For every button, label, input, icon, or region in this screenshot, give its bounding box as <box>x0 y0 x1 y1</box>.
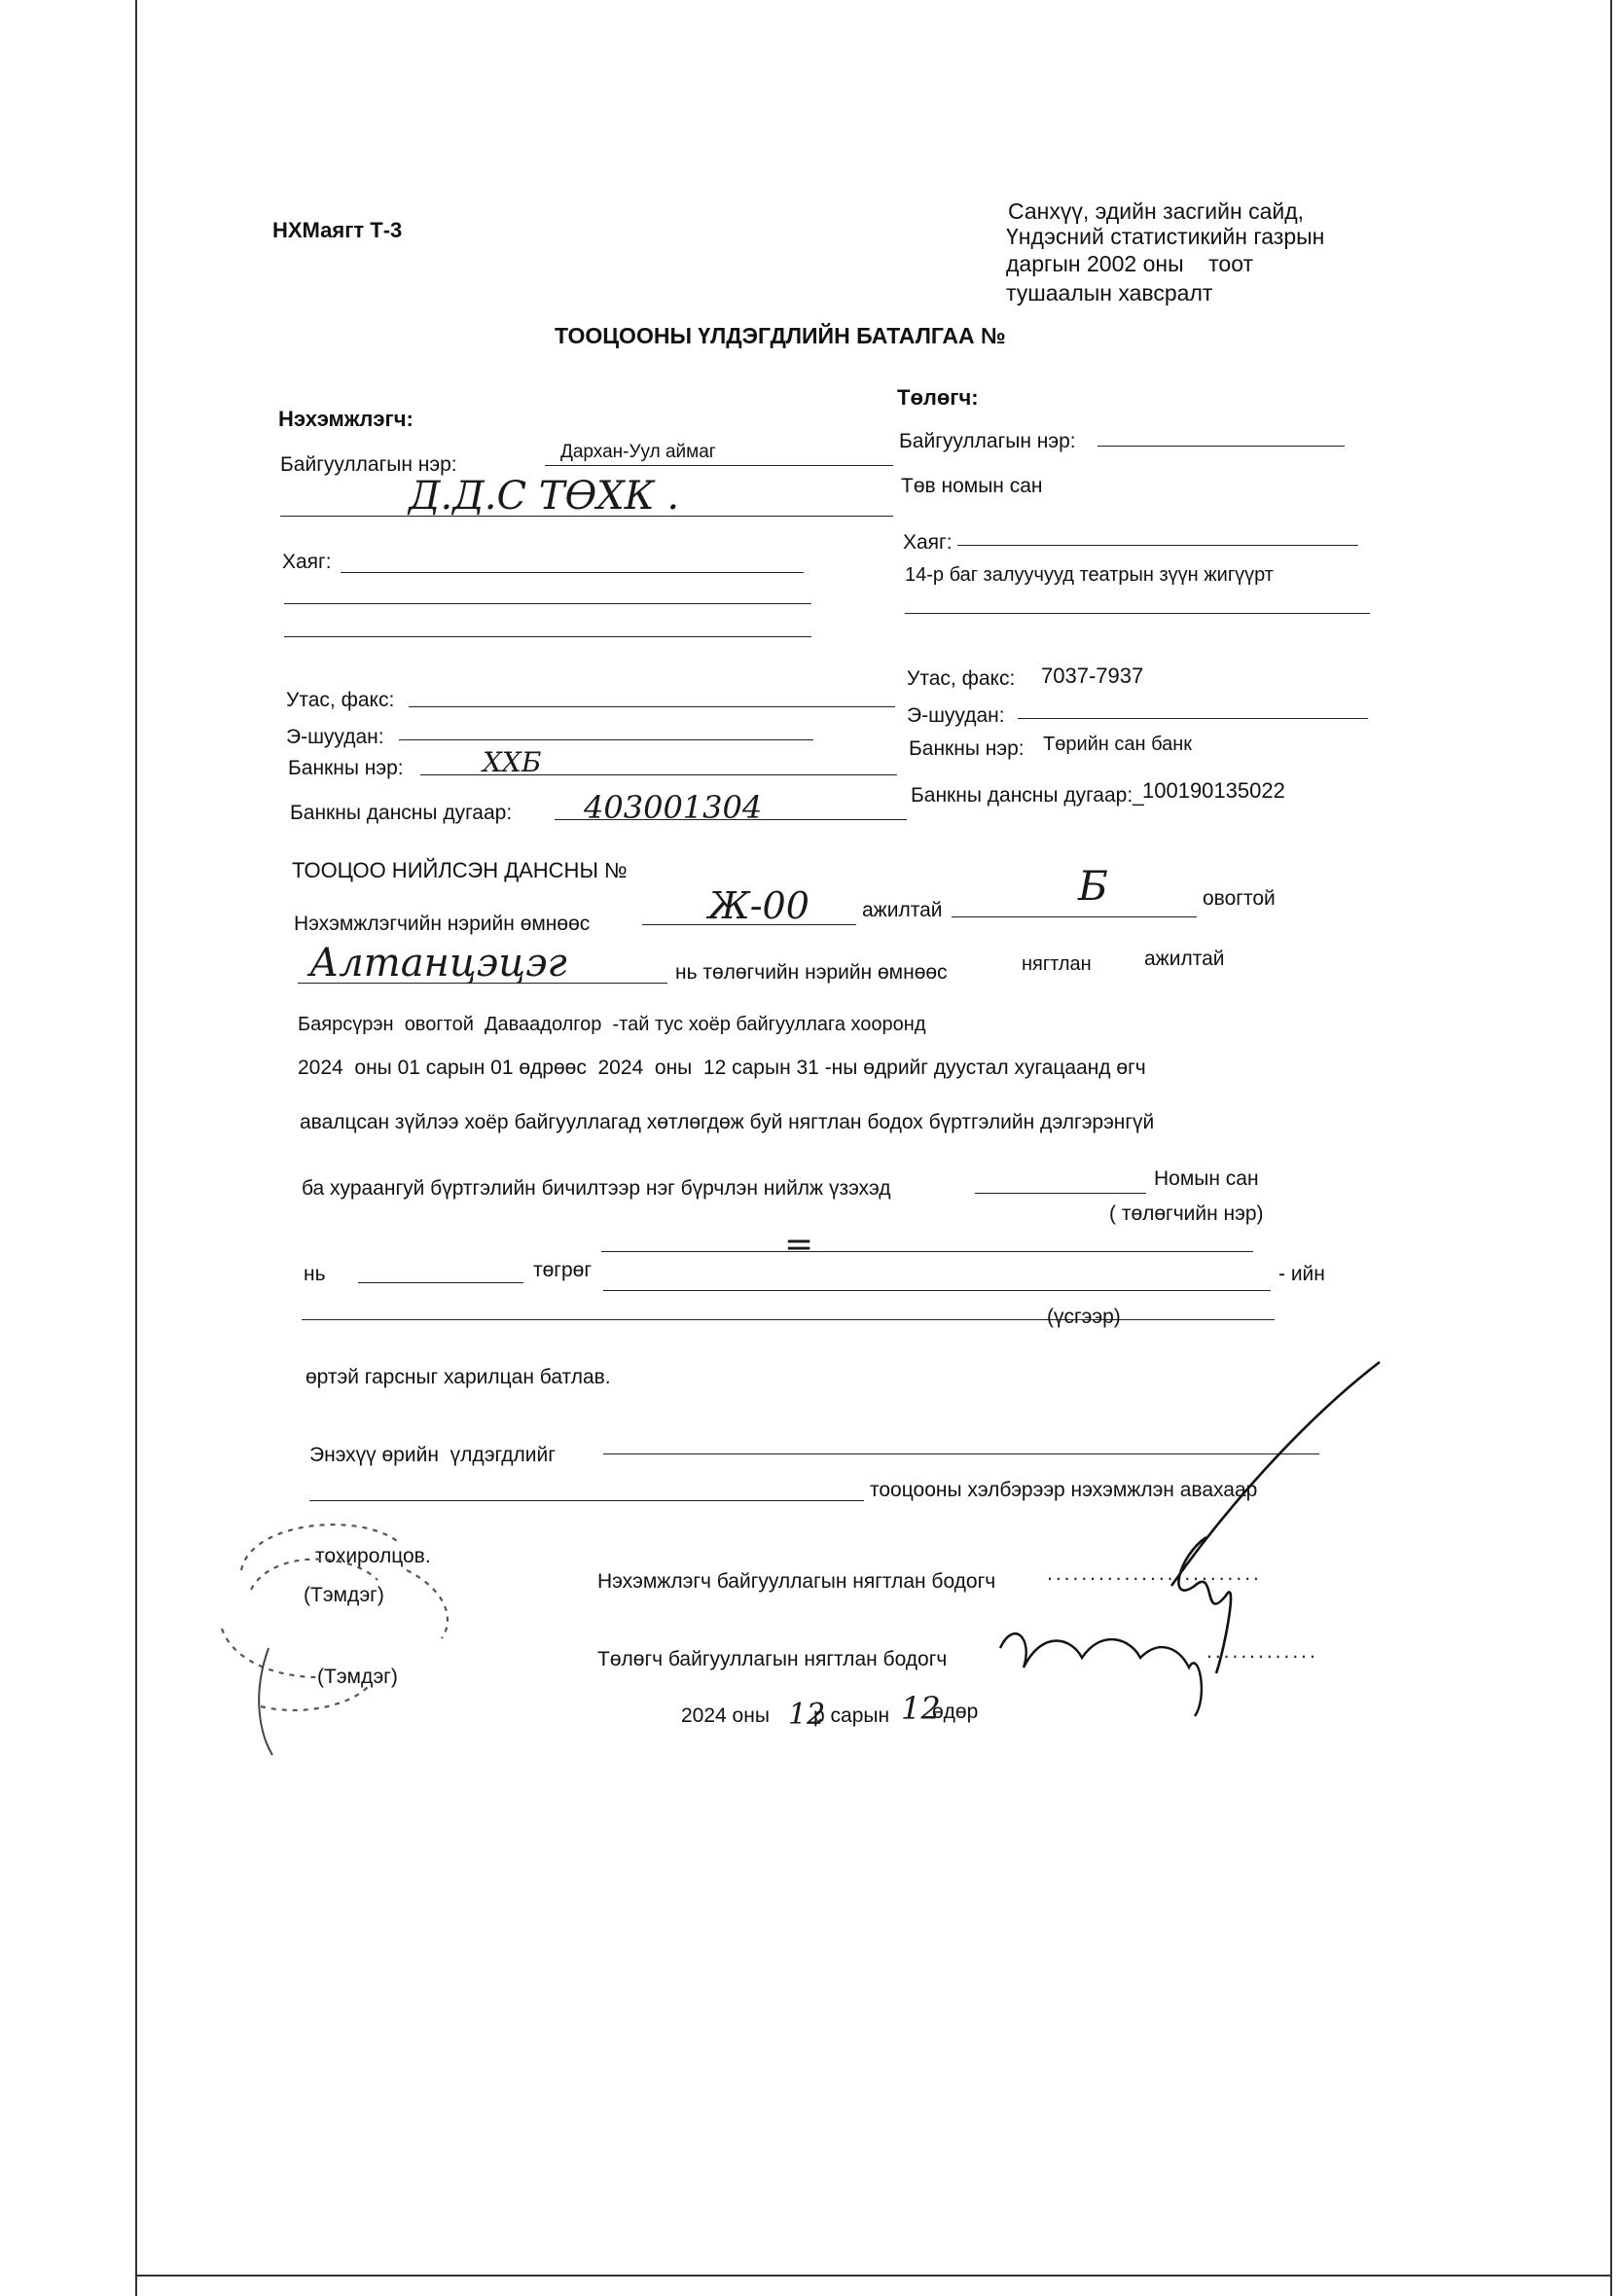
surname-label: овогтой <box>1203 887 1276 910</box>
claimant-bank-label: Банкны нэр: <box>288 757 404 779</box>
claimant-accountant-dots: ......................... <box>1047 1562 1262 1585</box>
payer-org-label: Байгууллагын нэр: <box>899 430 1076 452</box>
library-word: Номын сан <box>1154 1167 1259 1190</box>
stamp-label-1: (Тэмдэг) <box>304 1584 384 1606</box>
claimant-email-line <box>399 739 813 740</box>
amount-upper-line <box>601 1251 1253 1252</box>
ni-line <box>358 1282 523 1283</box>
payer-address-value: 14-р баг залуучууд театрын зүүн жигүүрт <box>905 564 1274 586</box>
claimant-phone-line <box>409 706 895 707</box>
body-line-3: Баярсүрэн овогтой Даваадолгор -тай тус хоёр байгууллага хооронд <box>298 1014 926 1035</box>
claimant-address-label: Хаяг: <box>282 551 332 573</box>
form-code: НХМаягт Т-3 <box>272 218 403 242</box>
document-title: ТООЦООНЫ ҮЛДЭГДЛИЙН БАТАЛГАА № <box>555 323 1006 348</box>
confirmed-text: өртэй гарсныг харилцан батлав. <box>306 1366 611 1388</box>
approval-line-1: Санхүү, эдийн засгийн сайд, <box>1008 198 1305 224</box>
payer-heading: Төлөгч: <box>897 385 979 410</box>
claimant-email-label: Э-шуудан: <box>286 726 384 748</box>
agreed-text: тохиролцов. <box>315 1545 431 1567</box>
claimant-position-line <box>642 924 856 925</box>
payer-email-line <box>1018 718 1368 719</box>
payer-account-value: 100190135022 <box>1142 778 1285 803</box>
payer-signature <box>994 1609 1228 1726</box>
date-month-hw: 12 <box>788 1698 826 1732</box>
payer-name-hint: ( төлөгчийн нэр) <box>1109 1202 1264 1225</box>
claimant-address-line-2 <box>284 603 811 604</box>
iin-label: - ийн <box>1278 1263 1325 1285</box>
date-day-hw: 12 <box>901 1690 941 1727</box>
claimant-org-label: Байгууллагын нэр: <box>280 453 457 476</box>
approval-line-2: Үндэсний статистикийн газрын <box>1006 224 1325 249</box>
in-words-hint: (үсгээр) <box>1047 1306 1121 1328</box>
claimant-heading: Нэхэмжлэгч: <box>278 407 414 431</box>
tugrug-label: төгрөг <box>533 1259 592 1281</box>
payer-org-line <box>1097 446 1345 447</box>
payer-accountant-dots: ............. <box>1206 1640 1318 1663</box>
claimant-org-line <box>545 465 893 466</box>
date-day-suffix: өдөр <box>932 1701 979 1723</box>
scan-bottom-edge <box>135 2275 1612 2277</box>
payer-position: нягтлан <box>1022 953 1092 975</box>
claimant-phone-label: Утас, факс: <box>286 689 395 711</box>
surname-line <box>952 916 1197 917</box>
claimant-account-value: 403001304 <box>584 789 763 826</box>
approval-line-3: даргын 2002 оны тоот <box>1006 251 1254 276</box>
approval-line-4: тушаалын хавсралт <box>1006 280 1213 305</box>
ni-label: нь <box>304 1263 326 1285</box>
scan-right-edge <box>1610 0 1612 2296</box>
date-prefix: 2024 оны <box>681 1704 770 1727</box>
body-line-5: авалцсан зүйлээ хоёр байгууллагад хөтлөгдөж буй нягтлан бодох бүртгэлийн дэлгэрэнгүй <box>300 1111 1155 1133</box>
claimant-name-line <box>298 983 667 984</box>
settled-account-label: ТООЦОО НИЙЛСЭН ДАНСНЫ № <box>292 858 628 882</box>
payer-org-value: Төв номын сан <box>901 475 1043 497</box>
surname-hw: Б <box>1078 862 1108 910</box>
scan-left-edge <box>135 0 137 2296</box>
claimant-address-line-3 <box>284 636 811 637</box>
claimant-bank-value: ХХБ <box>483 746 542 778</box>
payer-phone-label: Утас, факс: <box>907 667 1016 690</box>
claimant-address-line-1 <box>341 572 804 573</box>
claimant-accountant-label: Нэхэмжлэгч байгууллагын нягтлан бодогч <box>597 1570 996 1593</box>
date-month-suffix: р сарын <box>813 1704 890 1727</box>
body-line-4: 2024 оны 01 сарын 01 өдрөөс 2024 оны 12 сарын 31 -ны өдрийг дуустал хугацаанд өгч <box>298 1057 1146 1079</box>
stamp-mark <box>212 1512 533 1765</box>
payer-bank-label: Банкны нэр: <box>909 737 1025 760</box>
payer-address-line-1 <box>957 545 1358 546</box>
payer-accountant-label: Төлөгч байгууллагын нягтлан бодогч <box>597 1648 948 1670</box>
payer-phone-value: 7037-7937 <box>1041 664 1144 688</box>
body-line-6: ба хураангуй бүртгэлийн бичилтээр нэг бүрчлэн нийлж үзэхэд <box>302 1177 891 1200</box>
claimant-account-line <box>555 819 907 820</box>
payer-email-label: Э-шуудан: <box>907 704 1005 727</box>
payer-on-behalf: нь төлөгчийн нэрийн өмнөөс <box>675 961 948 984</box>
claim-line <box>309 1500 864 1501</box>
payer-account-label: Банкны дансны дугаар:_ <box>911 784 1144 807</box>
claimant-on-behalf: Нэхэмжлэгчийн нэрийн өмнөөс <box>294 913 591 935</box>
payer-address-label: Хаяг: <box>903 531 953 554</box>
with-job: ажилтай <box>862 899 943 921</box>
stamp-label-2: (Тэмдэг) <box>317 1666 398 1688</box>
tugrug-line <box>603 1290 1271 1291</box>
payer-bank-value: Төрийн сан банк <box>1043 734 1193 755</box>
claimant-org-printed: Дархан-Уул аймаг <box>560 442 716 462</box>
claimant-position-hw: Ж-00 <box>708 884 810 927</box>
in-words-line <box>302 1319 1275 1320</box>
claim-text: тооцооны хэлбэрээр нэхэмжлэн авахаар <box>870 1479 1258 1501</box>
claimant-bank-line <box>420 774 897 775</box>
amount-hw: = <box>784 1225 814 1265</box>
claimant-name-hw: Алтанцэцэг <box>309 941 567 986</box>
library-line <box>975 1193 1146 1194</box>
with-job-2: ажилтай <box>1144 948 1225 970</box>
claimant-org-handwritten: Д.Д.С ТӨХК . <box>409 474 680 519</box>
claimant-org-line-2 <box>280 516 893 517</box>
balance-text: Энэхүү өрийн үлдэгдлийг <box>309 1444 556 1466</box>
payer-address-line-2 <box>905 613 1370 614</box>
claimant-account-label: Банкны дансны дугаар: <box>290 802 513 824</box>
